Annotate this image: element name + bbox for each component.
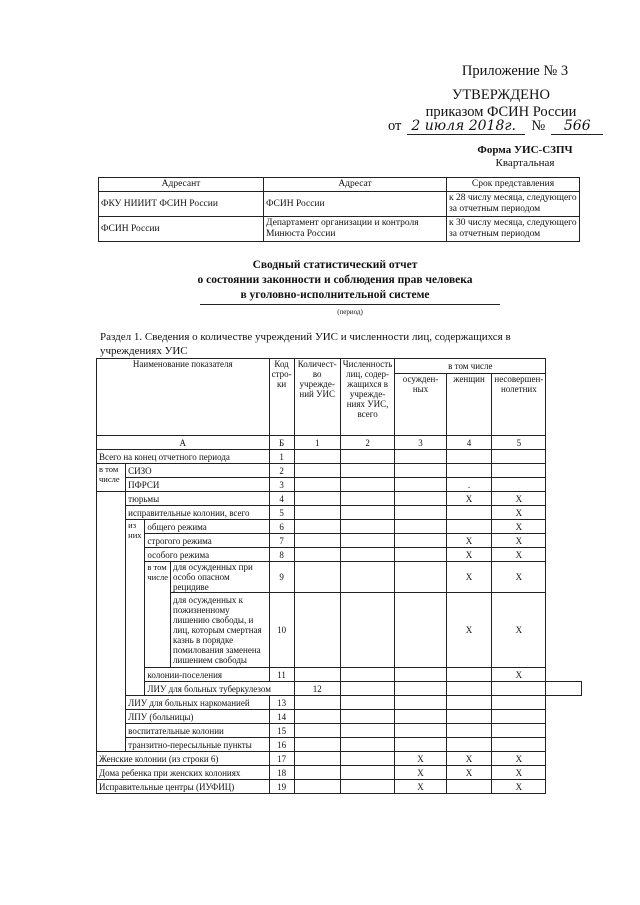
row-code: 7 xyxy=(269,534,294,548)
x-mark: X xyxy=(395,780,446,794)
row-label: Всего на конец отчетного периода xyxy=(97,450,270,464)
report-title-line: в уголовно-исполнительной системе xyxy=(240,289,430,301)
order-from: от xyxy=(388,118,402,134)
x-mark: X xyxy=(492,548,546,562)
x-mark: X xyxy=(446,562,492,593)
row-code: 13 xyxy=(269,696,294,710)
col-header-count: Количест- во учрежде- ний УИС xyxy=(294,359,340,436)
col-header-minors: несовершен- нолетних xyxy=(492,374,546,436)
row-label: Исправительные центры (ИУФИЦ) xyxy=(97,780,270,794)
table-row xyxy=(97,668,582,682)
table-row xyxy=(97,520,582,534)
x-mark: X xyxy=(492,593,546,668)
recipient-header: Адресат xyxy=(264,178,447,192)
x-mark: X xyxy=(492,534,546,548)
col-letter: А xyxy=(97,436,270,450)
x-mark: X xyxy=(446,548,492,562)
x-mark: X xyxy=(492,766,546,780)
row-label: колонии-поселения xyxy=(145,668,269,682)
row-code: 8 xyxy=(269,548,294,562)
row-label: общего режима xyxy=(145,520,269,534)
form-code: Форма УИС-СЗПЧ xyxy=(477,144,573,156)
order-line xyxy=(388,118,608,135)
report-title-line: Сводный статистический отчет xyxy=(252,259,418,271)
table-row xyxy=(97,450,582,464)
report-title xyxy=(170,258,500,303)
row-code: 6 xyxy=(269,520,294,534)
x-mark: X xyxy=(395,766,446,780)
col-header-name: Наименование показателя xyxy=(97,359,270,436)
row-label: исправительные колонии, всего xyxy=(126,506,269,520)
recipient-cell: ФСИН России xyxy=(264,192,447,217)
table-row xyxy=(97,710,582,724)
x-mark: X xyxy=(492,506,546,520)
table-row xyxy=(97,752,582,766)
report-title-line: о состоянии законности и соблюдения прав человека xyxy=(197,274,473,286)
col-letter: 2 xyxy=(340,436,395,450)
row-code: 4 xyxy=(269,492,294,506)
in-that-number-label: в том числе xyxy=(145,562,171,668)
col-header-women: женщин xyxy=(446,374,492,436)
table-row xyxy=(97,548,582,562)
row-code: 9 xyxy=(269,562,294,593)
table-row xyxy=(97,766,582,780)
deadline-cell: к 30 числу месяца, следующего за отчетным периодом xyxy=(447,217,580,242)
table-row xyxy=(97,478,582,492)
recipient-cell: Департамент организации и контроля Минюста России xyxy=(264,217,447,242)
col-header-number: Численность лиц, содер- жащихся в учрежде- ниях УИС, всего xyxy=(340,359,395,436)
row-code: 2 xyxy=(269,464,294,478)
x-mark: X xyxy=(395,752,446,766)
col-letter: 1 xyxy=(294,436,340,450)
row-label: Дома ребенка при женских колониях xyxy=(97,766,270,780)
order-date: 2 июля 2018г. xyxy=(407,118,525,135)
col-letter: Б xyxy=(269,436,294,450)
table-row xyxy=(97,696,582,710)
row-label: ПФРСИ xyxy=(126,478,269,492)
x-mark: X xyxy=(492,562,546,593)
sender-cell: ФСИН России xyxy=(99,217,264,242)
main-table xyxy=(96,358,582,794)
col-letter: 4 xyxy=(446,436,492,450)
approved-label: УТВЕРЖДЕНО xyxy=(452,87,550,103)
row-code: 10 xyxy=(269,593,294,668)
x-mark: X xyxy=(492,668,546,682)
table-row xyxy=(97,464,582,478)
of-them-label: из них xyxy=(126,520,145,696)
row-code: 17 xyxy=(269,752,294,766)
row-label: СИЗО xyxy=(126,464,269,478)
x-mark: X xyxy=(446,534,492,548)
table-row xyxy=(97,780,582,794)
row-label: Женские колонии (из строки 6) xyxy=(97,752,270,766)
x-mark: X xyxy=(492,520,546,534)
section-title: Раздел 1. Сведения о количестве учреждений УИС и численности лиц, содержащихся в учреждениях УИС xyxy=(100,331,511,357)
table-row xyxy=(97,492,582,506)
table-row xyxy=(97,682,582,696)
x-mark: X xyxy=(492,492,546,506)
col-header-code: Код стро- ки xyxy=(269,359,294,436)
row-label: для осужденных к пожизненному лишению свободы, и лиц, которым смертная казнь в порядке помилования заменена лишением свободы xyxy=(171,593,270,668)
x-mark: X xyxy=(446,766,492,780)
row-label: ЛИУ для больных туберкулезом xyxy=(145,682,294,696)
row-code: 15 xyxy=(269,724,294,738)
row-label: транзитно-пересыльные пункты xyxy=(126,738,269,752)
row-code: 18 xyxy=(269,766,294,780)
row-code: 12 xyxy=(294,682,340,696)
appendix-label: Приложение № 3 xyxy=(461,63,569,79)
row-code: 1 xyxy=(269,450,294,464)
row-code: 19 xyxy=(269,780,294,794)
x-mark: X xyxy=(446,593,492,668)
period-label: (период) xyxy=(337,308,363,316)
deadline-header: Срок представления xyxy=(447,178,580,192)
order-no-label: № xyxy=(531,118,546,134)
col-header-including: в том числе xyxy=(395,359,546,374)
sender-cell: ФКУ НИИИТ ФСИН России xyxy=(99,192,264,217)
row-code: 3 xyxy=(269,478,294,492)
x-mark: X xyxy=(446,492,492,506)
row-code: 11 xyxy=(269,668,294,682)
in-that-number-label: в том числе xyxy=(97,464,126,492)
x-mark: X xyxy=(446,752,492,766)
col-letter: 3 xyxy=(395,436,446,450)
col-header-convicts: осужден- ных xyxy=(395,374,446,436)
x-mark: X xyxy=(492,752,546,766)
x-mark: X xyxy=(492,780,546,794)
form-period: Квартальная xyxy=(495,157,555,169)
table-row xyxy=(97,738,582,752)
table-row xyxy=(97,562,582,593)
row-label: воспитательные колонии xyxy=(126,724,269,738)
row-code: 5 xyxy=(269,506,294,520)
row-code: 16 xyxy=(269,738,294,752)
sender-header: Адресант xyxy=(99,178,264,192)
deadline-cell: к 28 числу месяца, следующего за отчетным периодом xyxy=(447,192,580,217)
table-row xyxy=(97,506,582,520)
order-text: приказом ФСИН России xyxy=(425,104,577,120)
period-line xyxy=(200,304,500,305)
row-label: тюрьмы xyxy=(126,492,269,506)
order-number: 566 xyxy=(551,118,603,135)
row-label: для осужденных при особо опасном рецидиве xyxy=(171,562,270,593)
table-row xyxy=(97,534,582,548)
row-label: ЛПУ (больницы) xyxy=(126,710,269,724)
col-letter: 5 xyxy=(492,436,546,450)
row-label: особого режима xyxy=(145,548,269,562)
row-label: строгого режима xyxy=(145,534,269,548)
table-row xyxy=(97,724,582,738)
row-label: ЛИУ для больных наркоманией xyxy=(126,696,269,710)
sender-table xyxy=(98,177,580,242)
dot-mark: . xyxy=(446,478,492,492)
row-code: 14 xyxy=(269,710,294,724)
